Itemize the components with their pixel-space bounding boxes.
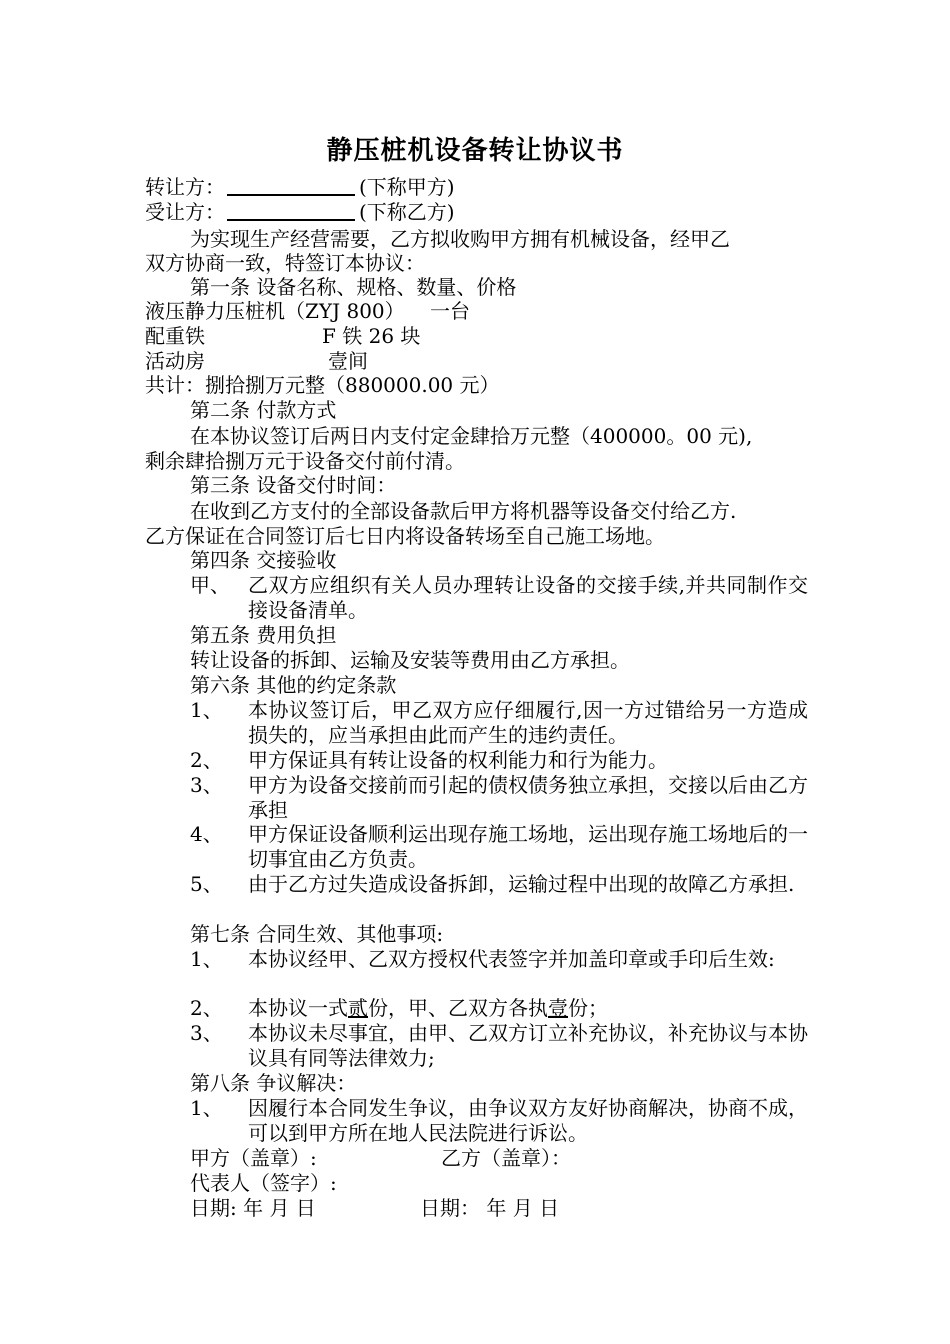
copies-each: 壹 xyxy=(548,996,568,1020)
list-item-text: 甲方保证设备顺利运出现存施工场地，运出现存施工场地后的一切事宜由乙方负责。 xyxy=(248,822,808,871)
list-item-text: 本协议签订后，甲乙双方应仔细履行,因一方过错给另一方造成损失的，应当承担由此而产生的违约责任。 xyxy=(248,698,808,747)
intro-line-2: 双方协商一致，特签订本协议： xyxy=(145,251,425,275)
list-item-text: 由于乙方过失造成设备拆卸，运输过程中出现的故障乙方承担. xyxy=(248,872,795,896)
party-a-seal: 甲方（盖章）: xyxy=(190,1146,317,1170)
equipment-item-name: 液压静力压桩机（ZYJ 800） xyxy=(145,299,405,323)
equipment-item-name: 活动房 xyxy=(145,349,205,373)
list-item-text: 因履行本合同发生争议，由争议双方友好协商解决，协商不成，可以到甲方所在地人民法院进行诉讼。 xyxy=(248,1096,808,1145)
transferee-note: (下称乙方) xyxy=(359,200,455,224)
document-title: 静压桩机设备转让协议书 xyxy=(326,136,624,166)
equipment-item-name: 配重铁 xyxy=(145,324,205,348)
article4-heading: 第四条 交接验收 xyxy=(190,548,337,572)
article7-heading: 第七条 合同生效、其他事项: xyxy=(190,922,444,946)
list-number: 2、 xyxy=(190,748,223,772)
equipment-item-qty: 一台 xyxy=(430,299,470,323)
list-number: 3、 xyxy=(190,1021,223,1045)
article2-line-1: 在本协议签订后两日内支付定金肆拾万元整（400000。00 元), xyxy=(190,424,753,448)
list-number: 1、 xyxy=(190,1096,223,1120)
article5-heading: 第五条 费用负担 xyxy=(190,623,337,647)
list-item-text: 本协议经甲、乙双方授权代表签字并加盖印章或手印后生效: xyxy=(248,947,775,971)
article6-heading: 第六条 其他的约定条款 xyxy=(190,673,397,697)
article1-heading: 第一条 设备名称、规格、数量、价格 xyxy=(190,275,517,299)
list-number: 4、 xyxy=(190,822,223,846)
transferor-line xyxy=(145,175,455,200)
article8-heading: 第八条 争议解决： xyxy=(190,1071,357,1095)
date-party-a: 日期: 年 月 日 xyxy=(190,1196,316,1220)
article3-heading: 第三条 设备交付时间： xyxy=(190,473,397,497)
article3-line-2: 乙方保证在合同签订后七日内将设备转场至自己施工场地。 xyxy=(145,524,665,548)
list-number: 2、 xyxy=(190,996,223,1020)
transferor-label: 转让方： xyxy=(145,175,225,199)
copies-text-pre: 本协议一式 xyxy=(248,996,348,1020)
equipment-item-qty: F 铁 26 块 xyxy=(322,324,421,348)
list-item-text xyxy=(248,996,808,1021)
date-party-b: 日期： 年 月 日 xyxy=(420,1196,560,1220)
list-number: 1、 xyxy=(190,947,223,971)
list-number: 3、 xyxy=(190,773,223,797)
article3-line-1: 在收到乙方支付的全部设备款后甲方将机器等设备交付给乙方. xyxy=(190,499,737,523)
list-item-text: 乙双方应组织有关人员办理转让设备的交接手续,并共同制作交接设备清单。 xyxy=(248,573,808,622)
copies-total: 贰 xyxy=(348,996,368,1020)
transferee-label: 受让方： xyxy=(145,200,225,224)
representative-signature: 代表人（签字）: xyxy=(190,1171,337,1195)
transferee-blank xyxy=(227,201,355,221)
list-item-text: 甲方保证具有转让设备的权利能力和行为能力。 xyxy=(248,748,668,772)
equipment-item-qty: 壹间 xyxy=(328,349,368,373)
total-price: 共计：捌拾捌万元整（880000.00 元） xyxy=(145,373,500,397)
party-b-seal: 乙方（盖章）： xyxy=(441,1146,571,1170)
list-number: 5、 xyxy=(190,872,223,896)
intro-line-1: 为实现生产经营需要，乙方拟收购甲方拥有机械设备，经甲乙 xyxy=(190,227,730,251)
transferor-blank xyxy=(227,176,355,196)
transferee-line xyxy=(145,200,455,225)
list-number: 1、 xyxy=(190,698,223,722)
list-item-text: 本协议未尽事宜，由甲、乙双方订立补充协议，补充协议与本协议具有同等法律效力; xyxy=(248,1021,808,1070)
article2-line-2: 剩余肆拾捌万元于设备交付前付清。 xyxy=(145,449,465,473)
copies-text-mid: 份，甲、乙双方各执 xyxy=(368,996,548,1020)
transferor-note: (下称甲方) xyxy=(359,175,455,199)
copies-text-post: 份； xyxy=(568,996,608,1020)
list-item-text: 甲方为设备交接前而引起的债权债务独立承担，交接以后由乙方承担 xyxy=(248,773,808,822)
article5-text: 转让设备的拆卸、运输及安装等费用由乙方承担。 xyxy=(190,648,630,672)
list-number: 甲、 xyxy=(190,573,230,597)
article2-heading: 第二条 付款方式 xyxy=(190,398,337,422)
